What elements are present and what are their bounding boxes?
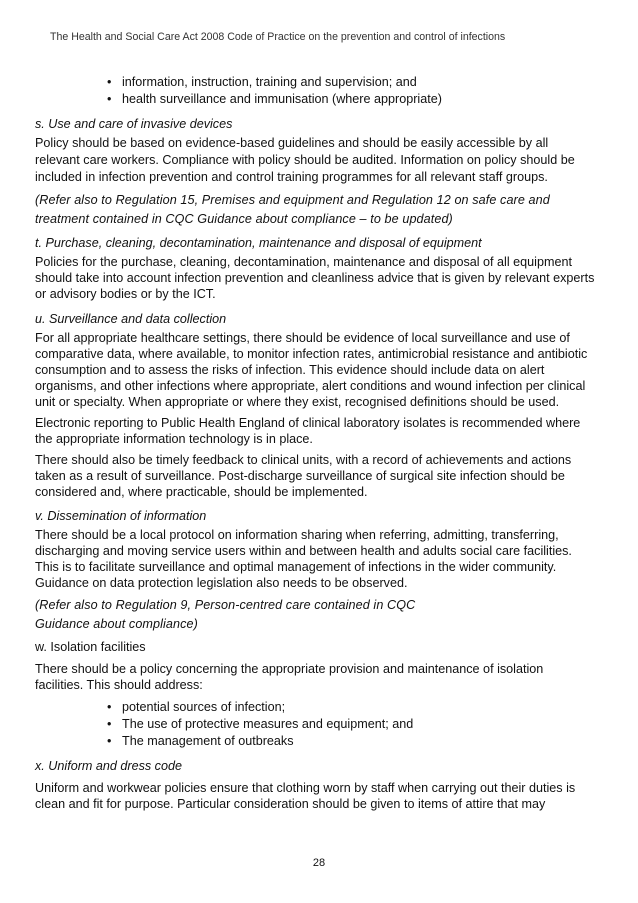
list-item: • information, instruction, training and supervision; and [107,74,595,91]
section-u-paragraph-2: Electronic reporting to Public Health England of clinical laboratory isolates is recommended where the appropriate information technology is in place. [35,416,581,446]
isolation-bullet-list [107,699,595,750]
section-u-heading: u. Surveillance and data collection [35,312,227,326]
list-item: • The management of outbreaks [107,733,595,750]
section-u-paragraph-1: For all appropriate healthcare settings, there should be evidence of local surveillance and use of comparative data, where available, to monitor infection rates, antimicrobial resistance and antibiotic consumption and to assess the risks of infection. This evidence should include data on alert organisms, and other infections where appropriate, alert conditions and wound infection per clinical unit or specialty. When appropriate or where they exist, recognised definitions should be used. [35,331,588,409]
section-x-paragraph: Uniform and workwear policies ensure that clothing worn by staff when carrying out their duties is clean and fit for purpose. Particular consideration should be given to items of attire that may [35,781,576,811]
section-t-heading: t. Purchase, cleaning, decontamination, maintenance and disposal of equipment [35,236,482,250]
list-item: • The use of protective measures and equipment; and [107,716,595,733]
section-s-heading: s. Use and care of invasive devices [35,117,233,131]
section-u-paragraph-3: There should also be timely feedback to clinical units, with a record of achievements and actions taken as a result of surveillance. Post-discharge surveillance of surgical site infection should be considered and, where practicable, should be implemented. [35,453,572,499]
list-item: • health surveillance and immunisation (where appropriate) [107,91,595,108]
page-content [35,74,595,817]
section-v-heading: v. Dissemination of information [35,509,207,523]
section-s-reference: (Refer also to Regulation 15, Premises and equipment and Regulation 12 on safe care and treatment contained in CQC Guidance about compliance – to be updated) [35,193,550,226]
section-w-paragraph: There should be a policy concerning the appropriate provision and maintenance of isolation facilities. This should address: [35,662,544,692]
section-x-heading: x. Uniform and dress code [35,759,182,773]
section-t-paragraph: Policies for the purchase, cleaning, decontamination, maintenance and disposal of all equipment should take into account infection prevention and cleanliness advice that is given by relevant experts or advisory bodies or by the ICT. [35,255,595,301]
section-v-reference: (Refer also to Regulation 9, Person-centred care contained in CQC Guidance about compliance) [35,598,416,631]
list-item: • potential sources of infection; [107,699,595,716]
section-v-paragraph: There should be a local protocol on information sharing when referring, admitting, transferring, discharging and moving service users within and between health and adults social care facilities. This is to facilitate surveillance and optimal management of infections in the wider community. Guidance on data protection legislation also needs to be observed. [35,528,572,590]
page-number: 28 [312,857,326,869]
section-w-heading: w. Isolation facilities [35,640,146,654]
running-header: The Health and Social Care Act 2008 Code of Practice on the prevention and control of infections [50,31,506,43]
intro-bullet-list [107,74,595,108]
section-s-paragraph: Policy should be based on evidence-based guidelines and should be easily accessible by all relevant care workers. Compliance with policy should be audited. Information on policy should be included in infection prevention and control training programmes for all relevant staff groups. [35,136,575,184]
